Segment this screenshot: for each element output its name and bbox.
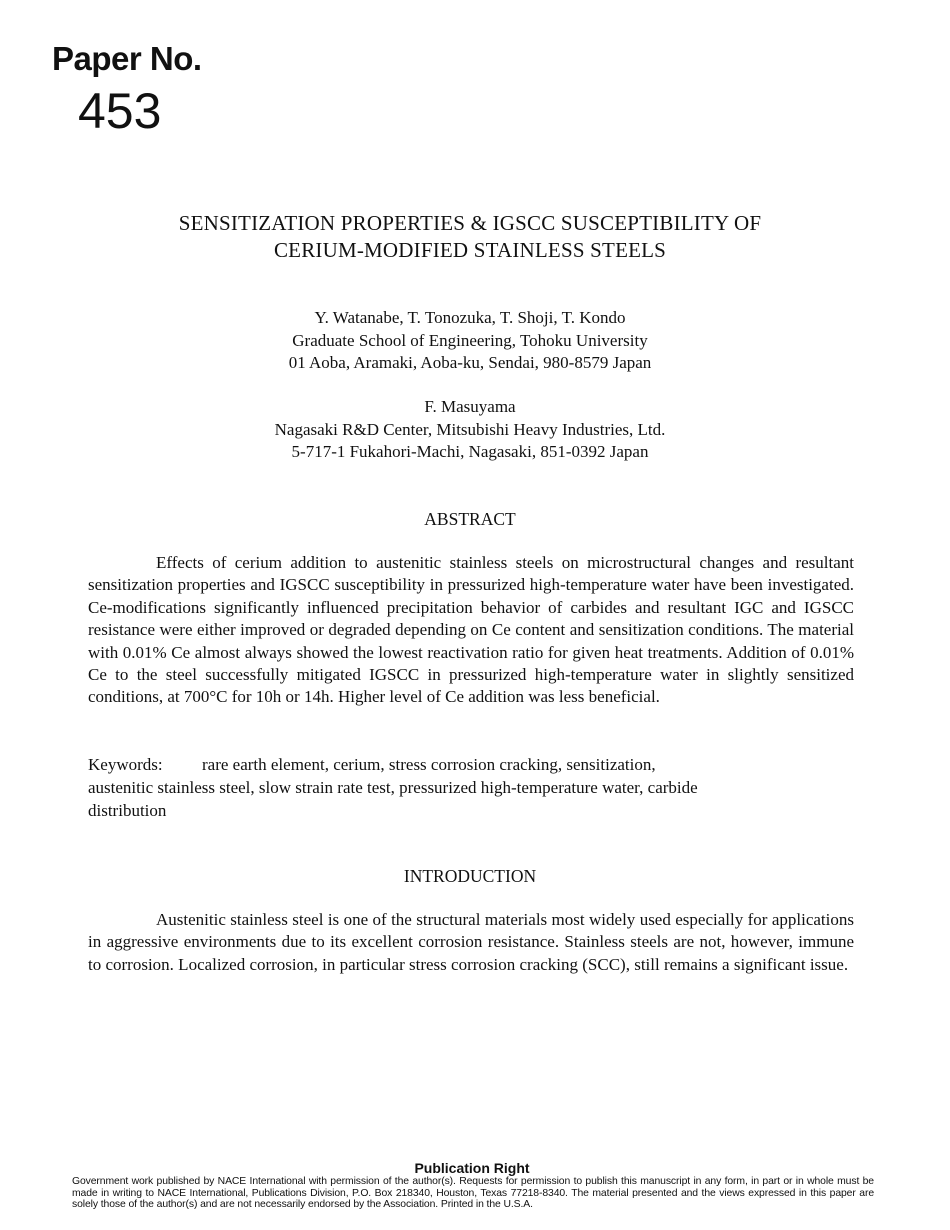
paper-title — [90, 210, 850, 264]
introduction-text: Austenitic stainless steel is one of the structural materials most widely used especially for applications in aggressive environments due to its excellent corrosion resistance. Stainless steels are not, however, immune to corrosion. Localized corrosion, in particular stress corrosion cracking (SCC), still remains a significant issue. — [88, 910, 854, 974]
keywords-label: Keywords: — [88, 755, 163, 774]
paper-label: Paper No. — [52, 40, 202, 77]
author-block-2 — [90, 396, 850, 464]
publication-right-text: Government work published by NACE International with permission of the author(s). Requests for permission to publish this manuscript in any form, in part or in whole must be made in writing to NACE International, Publications Division, P.O. Box 218340, Houston, Texas 77218-8340. The material presented and the views expressed in this paper are solely those of the author(s) and are not necessarily endorsed by the Association. Printed in the U.S.A. — [72, 1176, 874, 1211]
introduction-heading: INTRODUCTION — [403, 866, 537, 886]
title-line-1: SENSITIZATION PROPERTIES & IGSCC SUSCEPTIBILITY OF — [178, 211, 762, 235]
paper-number: 453 — [78, 83, 162, 139]
keywords-line-2: austenitic stainless steel, slow strain rate test, pressurized high-temperature water, carbide — [88, 778, 698, 797]
author-address: 5-717-1 Fukahori-Machi, Nagasaki, 851-0392 Japan — [291, 442, 649, 461]
author-block-1 — [90, 307, 850, 375]
title-line-2: CERIUM-MODIFIED STAINLESS STEELS — [273, 238, 667, 262]
author-names: Y. Watanabe, T. Tonozuka, T. Shoji, T. Kondo — [314, 308, 626, 327]
keywords-line-1: rare earth element, cerium, stress corrosion cracking, sensitization, — [202, 755, 656, 774]
author-affiliation: Nagasaki R&D Center, Mitsubishi Heavy Industries, Ltd. — [274, 419, 666, 439]
abstract-heading: ABSTRACT — [424, 509, 516, 529]
keywords-line-3: distribution — [88, 801, 167, 820]
publication-right-heading: Publication Right — [414, 1160, 530, 1176]
keywords-block — [88, 753, 854, 822]
author-affiliation: Graduate School of Engineering, Tohoku University — [292, 330, 648, 350]
abstract-text: Effects of cerium addition to austenitic stainless steels on microstructural changes and resultant sensitization properties and IGSCC susceptibility in pressurized high-temperature water have been investigated. Ce-modifications significantly influenced precipitation behavior of carbides and resultant IGC and IGSCC resistance were either improved or degraded depending on Ce content and sensitization conditions. The material with 0.01% Ce almost always showed the lowest reactivation ratio for given heat treatments. Addition of 0.01% Ce to the steel successfully mitigated IGSCC in pressurized high-temperature water in slightly sensitized conditions, at 700°C for 10h or 14h. Higher level of Ce addition was less beneficial. — [88, 553, 854, 707]
author-address: 01 Aoba, Aramaki, Aoba-ku, Sendai, 980-8579 Japan — [288, 353, 652, 372]
author-names: F. Masuyama — [424, 397, 516, 416]
